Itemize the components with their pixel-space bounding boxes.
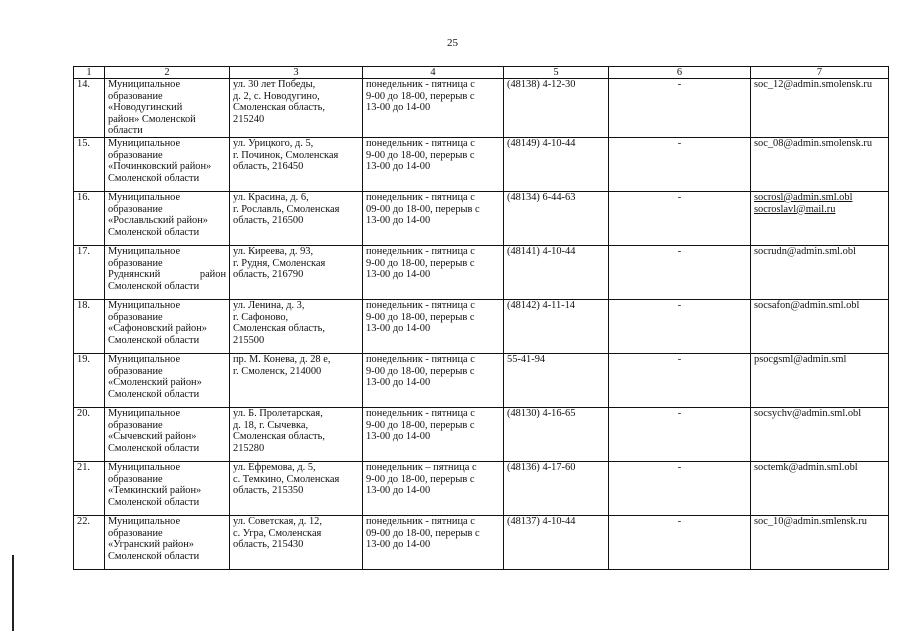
- cell-line: «Новодугинский: [108, 102, 183, 114]
- column-6-cell: -: [609, 245, 751, 299]
- address-cell: [230, 299, 363, 353]
- column-header: 4: [363, 67, 504, 79]
- phone-cell: 55-41-94: [504, 353, 609, 407]
- cell-line: область, 215350: [233, 485, 304, 497]
- table-row: [74, 353, 889, 407]
- row-number: 19.: [74, 353, 105, 407]
- phone-cell: (48141) 4-10-44: [504, 245, 609, 299]
- municipality-cell: [105, 461, 230, 515]
- cell-line: Смоленской области: [108, 388, 200, 400]
- cell-line: понедельник - пятница с: [366, 407, 475, 419]
- phone-cell: (48130) 4-16-65: [504, 407, 609, 461]
- cell-line: район» Смоленской: [108, 113, 196, 125]
- column-header: 7: [751, 67, 889, 79]
- cell-line: образование: [108, 149, 163, 161]
- email-cell: [751, 353, 889, 407]
- cell-line: Руднянский район: [108, 269, 226, 281]
- cell-line: образование: [108, 90, 163, 102]
- table-row: [74, 515, 889, 569]
- cell-line: область, 216500: [233, 215, 304, 227]
- cell-line: Муниципальное: [108, 461, 181, 473]
- address-cell: [230, 353, 363, 407]
- cell-line: понедельник - пятница с: [366, 191, 475, 203]
- table-row: [74, 137, 889, 191]
- cell-line: Смоленской области: [108, 280, 200, 292]
- table-row: [74, 191, 889, 245]
- cell-line: понедельник - пятница с: [366, 79, 475, 90]
- address-cell: [230, 407, 363, 461]
- cell-line: 13-00 до 14-00: [366, 102, 431, 114]
- cell-line: область, 215430: [233, 539, 304, 551]
- cell-line: область, 216790: [233, 269, 304, 281]
- email-link: soc_12@admin.smolensk.ru: [754, 79, 873, 90]
- cell-line: д. 2, с. Новодугино,: [233, 90, 320, 102]
- cell-line: Муниципальное: [108, 245, 181, 257]
- column-header: 1: [74, 67, 105, 79]
- hours-cell: [363, 137, 504, 191]
- cell-line: 09-00 до 18-00, перерыв с: [366, 527, 480, 539]
- municipality-cell: [105, 407, 230, 461]
- cell-line: 9-00 до 18-00, перерыв с: [366, 365, 475, 377]
- table-row: [74, 299, 889, 353]
- phone-cell: (48149) 4-10-44: [504, 137, 609, 191]
- row-number: 18.: [74, 299, 105, 353]
- cell-line: «Темкинский район»: [108, 485, 202, 497]
- cell-line: Смоленской области: [108, 334, 200, 346]
- phone-cell: (48142) 4-11-14: [504, 299, 609, 353]
- cell-line: 9-00 до 18-00, перерыв с: [366, 311, 475, 323]
- cell-line: Смоленской области: [108, 442, 200, 454]
- phone-cell: (48136) 4-17-60: [504, 461, 609, 515]
- hours-cell: [363, 299, 504, 353]
- cell-line: г. Починок, Смоленская: [233, 149, 339, 161]
- cell-line: Смоленской области: [108, 496, 200, 508]
- email-link[interactable]: socroslavl@mail.ru: [754, 203, 836, 215]
- contacts-table: [73, 66, 889, 570]
- hours-cell: [363, 461, 504, 515]
- municipality-cell: [105, 79, 230, 138]
- column-6-cell: -: [609, 79, 751, 138]
- email-cell: [751, 299, 889, 353]
- column-header: 2: [105, 67, 230, 79]
- cell-line: образование: [108, 527, 163, 539]
- page-number: 25: [447, 37, 458, 49]
- cell-line: г. Сафоново,: [233, 311, 289, 323]
- header-row: [74, 67, 889, 79]
- cell-line: образование: [108, 473, 163, 485]
- table-row: [74, 461, 889, 515]
- cell-line: ул. Киреева, д. 93,: [233, 245, 314, 257]
- row-number: 15.: [74, 137, 105, 191]
- cell-line: с. Угра, Смоленская: [233, 527, 322, 539]
- cell-line: ул. Б. Пролетарская,: [233, 407, 323, 419]
- cell-line: 9-00 до 18-00, перерыв с: [366, 419, 475, 431]
- cell-line: 9-00 до 18-00, перерыв с: [366, 149, 475, 161]
- municipality-cell: [105, 137, 230, 191]
- address-cell: [230, 191, 363, 245]
- column-6-cell: -: [609, 515, 751, 569]
- hours-cell: [363, 191, 504, 245]
- cell-line: г. Рудня, Смоленская: [233, 257, 326, 269]
- table-row: [74, 245, 889, 299]
- cell-line: 13-00 до 14-00: [366, 323, 431, 335]
- address-cell: [230, 79, 363, 138]
- email-cell: [751, 407, 889, 461]
- cell-line: 9-00 до 18-00, перерыв с: [366, 257, 475, 269]
- cell-line: понедельник - пятница с: [366, 137, 475, 149]
- cell-line: г. Рославль, Смоленская: [233, 203, 340, 215]
- municipality-cell: [105, 191, 230, 245]
- address-cell: [230, 515, 363, 569]
- cell-line: Муниципальное: [108, 407, 181, 419]
- email-cell: [751, 79, 889, 138]
- column-6-cell: -: [609, 353, 751, 407]
- row-number: 17.: [74, 245, 105, 299]
- cell-line: образование: [108, 365, 163, 377]
- table-row: [74, 407, 889, 461]
- margin-mark: [12, 555, 14, 631]
- column-header: 6: [609, 67, 751, 79]
- email-link: socrudn@admin.sml.obl: [754, 245, 856, 257]
- cell-line: г. Смоленск, 214000: [233, 365, 322, 377]
- cell-line: Смоленская область,: [233, 431, 325, 443]
- cell-line: ул. Урицкого, д. 5,: [233, 137, 314, 149]
- table-row: [74, 79, 889, 138]
- cell-line: 13-00 до 14-00: [366, 539, 431, 551]
- row-number: 21.: [74, 461, 105, 515]
- cell-line: Муниципальное: [108, 353, 181, 365]
- cell-line: Муниципальное: [108, 137, 181, 149]
- cell-line: Смоленская область,: [233, 323, 325, 335]
- cell-line: понедельник - пятница с: [366, 245, 475, 257]
- municipality-cell: [105, 353, 230, 407]
- column-header: 3: [230, 67, 363, 79]
- cell-line: 13-00 до 14-00: [366, 269, 431, 281]
- cell-line: Смоленская область,: [233, 102, 325, 114]
- cell-line: ул. Советская, д. 12,: [233, 515, 322, 527]
- cell-line: Муниципальное: [108, 79, 181, 90]
- cell-line: д. 18, г. Сычевка,: [233, 419, 309, 431]
- address-cell: [230, 137, 363, 191]
- address-cell: [230, 245, 363, 299]
- cell-line: 13-00 до 14-00: [366, 485, 431, 497]
- cell-line: «Смоленский район»: [108, 377, 202, 389]
- cell-line: понедельник - пятница с: [366, 299, 475, 311]
- cell-line: 9-00 до 18-00, перерыв с: [366, 473, 475, 485]
- email-link: psocgsml@admin.sml: [754, 353, 847, 365]
- hours-cell: [363, 353, 504, 407]
- row-number: 20.: [74, 407, 105, 461]
- cell-line: 9-00 до 18-00, перерыв с: [366, 90, 475, 102]
- email-link[interactable]: socrosl@admin.sml.obl: [754, 191, 853, 203]
- email-cell: [751, 191, 889, 245]
- cell-line: 215240: [233, 113, 265, 125]
- cell-line: образование: [108, 257, 163, 269]
- cell-line: область, 216450: [233, 161, 304, 173]
- email-cell: [751, 245, 889, 299]
- column-6-cell: -: [609, 461, 751, 515]
- hours-cell: [363, 515, 504, 569]
- cell-line: ул. Красина, д. 6,: [233, 191, 309, 203]
- cell-line: Смоленской области: [108, 172, 200, 184]
- row-number: 14.: [74, 79, 105, 138]
- cell-line: понедельник - пятница с: [366, 353, 475, 365]
- email-link: soc_08@admin.smolensk.ru: [754, 137, 873, 149]
- cell-line: «Угранский район»: [108, 539, 194, 551]
- column-6-cell: -: [609, 299, 751, 353]
- hours-cell: [363, 245, 504, 299]
- cell-line: 215280: [233, 442, 265, 454]
- cell-line: ул. Ленина, д. 3,: [233, 299, 305, 311]
- column-header: 5: [504, 67, 609, 79]
- email-link: socsychv@admin.sml.obl: [754, 407, 862, 419]
- cell-line: 13-00 до 14-00: [366, 377, 431, 389]
- hours-cell: [363, 407, 504, 461]
- cell-line: пр. М. Конева, д. 28 е,: [233, 353, 331, 365]
- cell-line: понедельник - пятница с: [366, 515, 475, 527]
- email-link: soc_10@admin.smlensk.ru: [754, 515, 867, 527]
- cell-line: 13-00 до 14-00: [366, 431, 431, 443]
- row-number: 22.: [74, 515, 105, 569]
- email-cell: [751, 515, 889, 569]
- hours-cell: [363, 79, 504, 138]
- cell-line: области: [108, 125, 143, 137]
- column-6-cell: -: [609, 137, 751, 191]
- phone-cell: (48134) 6-44-63: [504, 191, 609, 245]
- phone-cell: (48138) 4-12-30: [504, 79, 609, 138]
- table-body: [74, 79, 889, 570]
- cell-line: 215500: [233, 334, 265, 346]
- cell-line: Муниципальное: [108, 191, 181, 203]
- cell-line: 13-00 до 14-00: [366, 161, 431, 173]
- cell-line: понедельник – пятница с: [366, 461, 477, 473]
- row-number: 16.: [74, 191, 105, 245]
- cell-line: Муниципальное: [108, 515, 181, 527]
- email-cell: [751, 461, 889, 515]
- cell-line: образование: [108, 203, 163, 215]
- cell-line: 13-00 до 14-00: [366, 215, 431, 227]
- cell-line: ул. 30 лет Победы,: [233, 79, 316, 90]
- phone-cell: (48137) 4-10-44: [504, 515, 609, 569]
- column-6-cell: -: [609, 407, 751, 461]
- cell-line: Муниципальное: [108, 299, 181, 311]
- municipality-cell: [105, 515, 230, 569]
- cell-line: образование: [108, 419, 163, 431]
- cell-line: «Сафоновский район»: [108, 323, 207, 335]
- column-6-cell: -: [609, 191, 751, 245]
- cell-line: «Починковский район»: [108, 161, 212, 173]
- municipality-cell: [105, 245, 230, 299]
- email-link: socsafon@admin.sml.obl: [754, 299, 860, 311]
- cell-line: ул. Ефремова, д. 5,: [233, 461, 316, 473]
- cell-line: «Сычевский район»: [108, 431, 197, 443]
- cell-line: образование: [108, 311, 163, 323]
- email-cell: [751, 137, 889, 191]
- cell-line: 09-00 до 18-00, перерыв с: [366, 203, 480, 215]
- email-link: soctemk@admin.sml.obl: [754, 461, 858, 473]
- address-cell: [230, 461, 363, 515]
- cell-line: с. Темкино, Смоленская: [233, 473, 340, 485]
- cell-line: Смоленской области: [108, 226, 200, 238]
- cell-line: Смоленской области: [108, 550, 200, 562]
- municipality-cell: [105, 299, 230, 353]
- cell-line: «Рославльский район»: [108, 215, 208, 227]
